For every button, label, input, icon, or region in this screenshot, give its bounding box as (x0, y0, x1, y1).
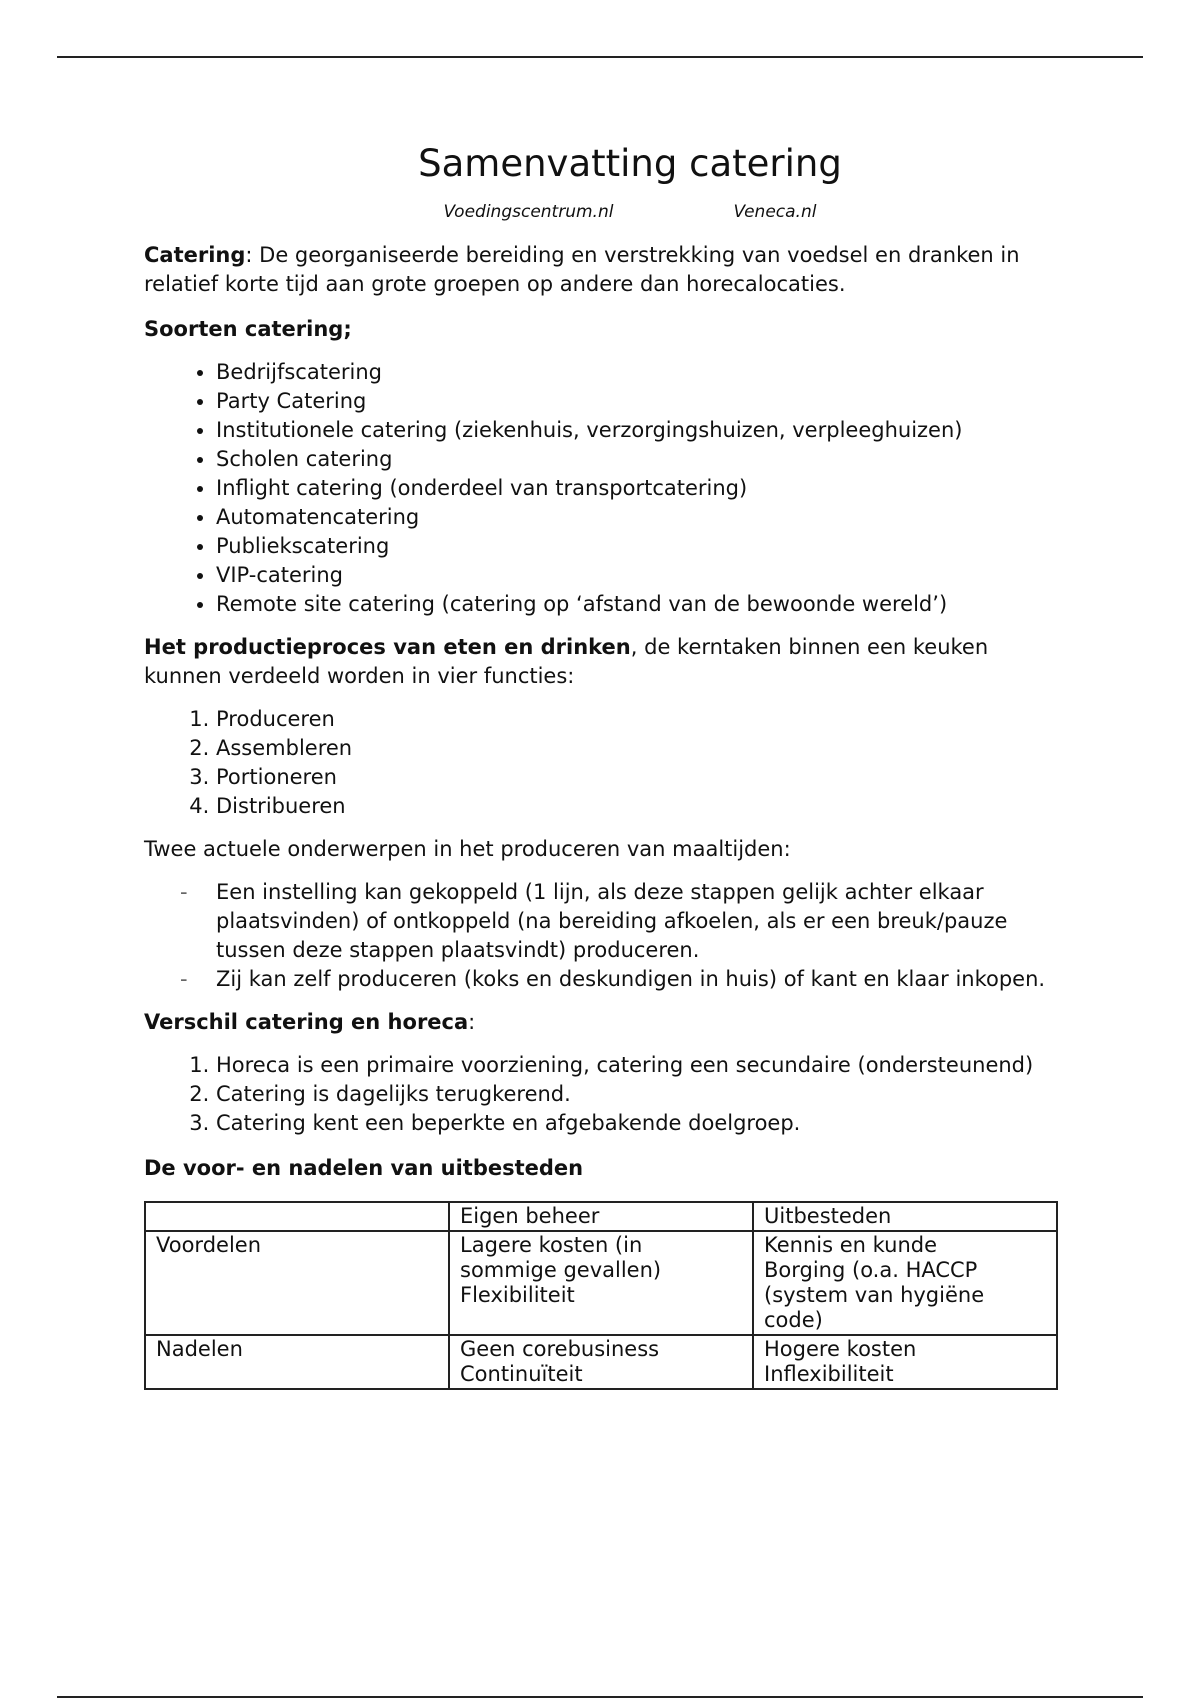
list-item: • Publiekscatering (216, 532, 1060, 561)
list-item: • VIP-catering (216, 561, 1060, 590)
list-item: • Party Catering (216, 387, 1060, 416)
list-item: 4. Distribueren (216, 792, 1060, 821)
list-item: - Zij kan zelf produceren (koks en deskundigen in huis) of kant en klaar inkopen. (216, 965, 1060, 994)
document-body (144, 140, 1060, 1390)
difference-list (144, 1051, 1060, 1138)
table-cell (449, 1335, 753, 1389)
list-item: 1. Produceren (216, 705, 1060, 734)
bottom-rule (57, 1696, 1143, 1698)
definition-term: Catering (144, 243, 246, 267)
definition-text: : De georganiseerde bereiding en verstrekking van voedsel en dranken in relatief korte tijd aan grote groepen op andere dan horecalocaties. (144, 243, 1020, 296)
cell-line: Inflexibiliteit (764, 1362, 894, 1386)
list-item: 1. Horeca is een primaire voorziening, catering een secundaire (ondersteunend) (216, 1051, 1060, 1080)
list-item: 2. Assembleren (216, 734, 1060, 763)
table-header-cell (145, 1202, 449, 1231)
source-voedingscentrum: Voedingscentrum.nl (443, 202, 614, 222)
difference-colon: : (468, 1010, 476, 1034)
outsourcing-heading: De voor- en nadelen van uitbesteden (144, 1156, 584, 1180)
difference-heading: Verschil catering en horeca (144, 1010, 469, 1034)
list-item: 2. Catering is dagelijks terugkerend. (216, 1080, 1060, 1109)
cell-line: Hogere kosten (764, 1337, 917, 1361)
process-text: , de kerntaken binnen een keuken kunnen verdeeld worden in vier functies: (144, 635, 989, 688)
list-item: • Inflight catering (onderdeel van transportcatering) (216, 474, 1060, 503)
topics-intro: Twee actuele onderwerpen in het produceren van maaltijden: (144, 837, 791, 861)
list-item: • Remote site catering (catering op ‘afstand van de bewoonde wereld’) (216, 590, 1060, 619)
list-item: • Institutionele catering (ziekenhuis, verzorgingshuizen, verpleeghuizen) (216, 416, 1060, 445)
top-rule (57, 56, 1143, 58)
row-label: Nadelen (145, 1335, 449, 1389)
types-list (144, 358, 1060, 619)
table-header-cell: Uitbesteden (753, 1202, 1057, 1231)
page-title: Samenvatting catering (418, 142, 842, 185)
sources-line (144, 198, 1060, 227)
list-item: • Scholen catering (216, 445, 1060, 474)
process-heading: Het productieproces van eten en drinken (144, 635, 631, 659)
topics-list (144, 878, 1060, 994)
process-paragraph (144, 633, 1060, 691)
list-item: - Een instelling kan gekoppeld (1 lijn, als deze stappen gelijk achter elkaar plaatsvinden) of ontkoppeld (na bereiding afkoelen, als er een breuk/pauze tussen deze stappen plaatsvindt) produceren. (216, 878, 1060, 965)
cell-line: Lagere kosten (in sommige gevallen) (460, 1233, 662, 1282)
list-item: 3. Catering kent een beperkte en afgebakende doelgroep. (216, 1109, 1060, 1138)
outsourcing-table (144, 1201, 1058, 1390)
cell-line: Kennis en kunde (764, 1233, 938, 1257)
table-cell (753, 1231, 1057, 1335)
list-item: 3. Portioneren (216, 763, 1060, 792)
cell-line: Borging (o.a. HACCP (system van hygiëne code) (764, 1258, 985, 1332)
source-veneca: Veneca.nl (733, 202, 817, 222)
process-list (144, 705, 1060, 821)
table-cell (753, 1335, 1057, 1389)
table-header-row (145, 1202, 1057, 1231)
types-heading: Soorten catering; (144, 317, 352, 341)
row-label: Voordelen (145, 1231, 449, 1335)
table-cell (449, 1231, 753, 1335)
difference-paragraph (144, 1008, 1060, 1037)
definition-paragraph (144, 241, 1060, 299)
table-row (145, 1335, 1057, 1389)
table-row (145, 1231, 1057, 1335)
list-item: • Bedrijfscatering (216, 358, 1060, 387)
cell-line: Flexibiliteit (460, 1283, 575, 1307)
table-header-cell: Eigen beheer (449, 1202, 753, 1231)
list-item: • Automatencatering (216, 503, 1060, 532)
cell-line: Continuïteit (460, 1362, 583, 1386)
cell-line: Geen corebusiness (460, 1337, 660, 1361)
